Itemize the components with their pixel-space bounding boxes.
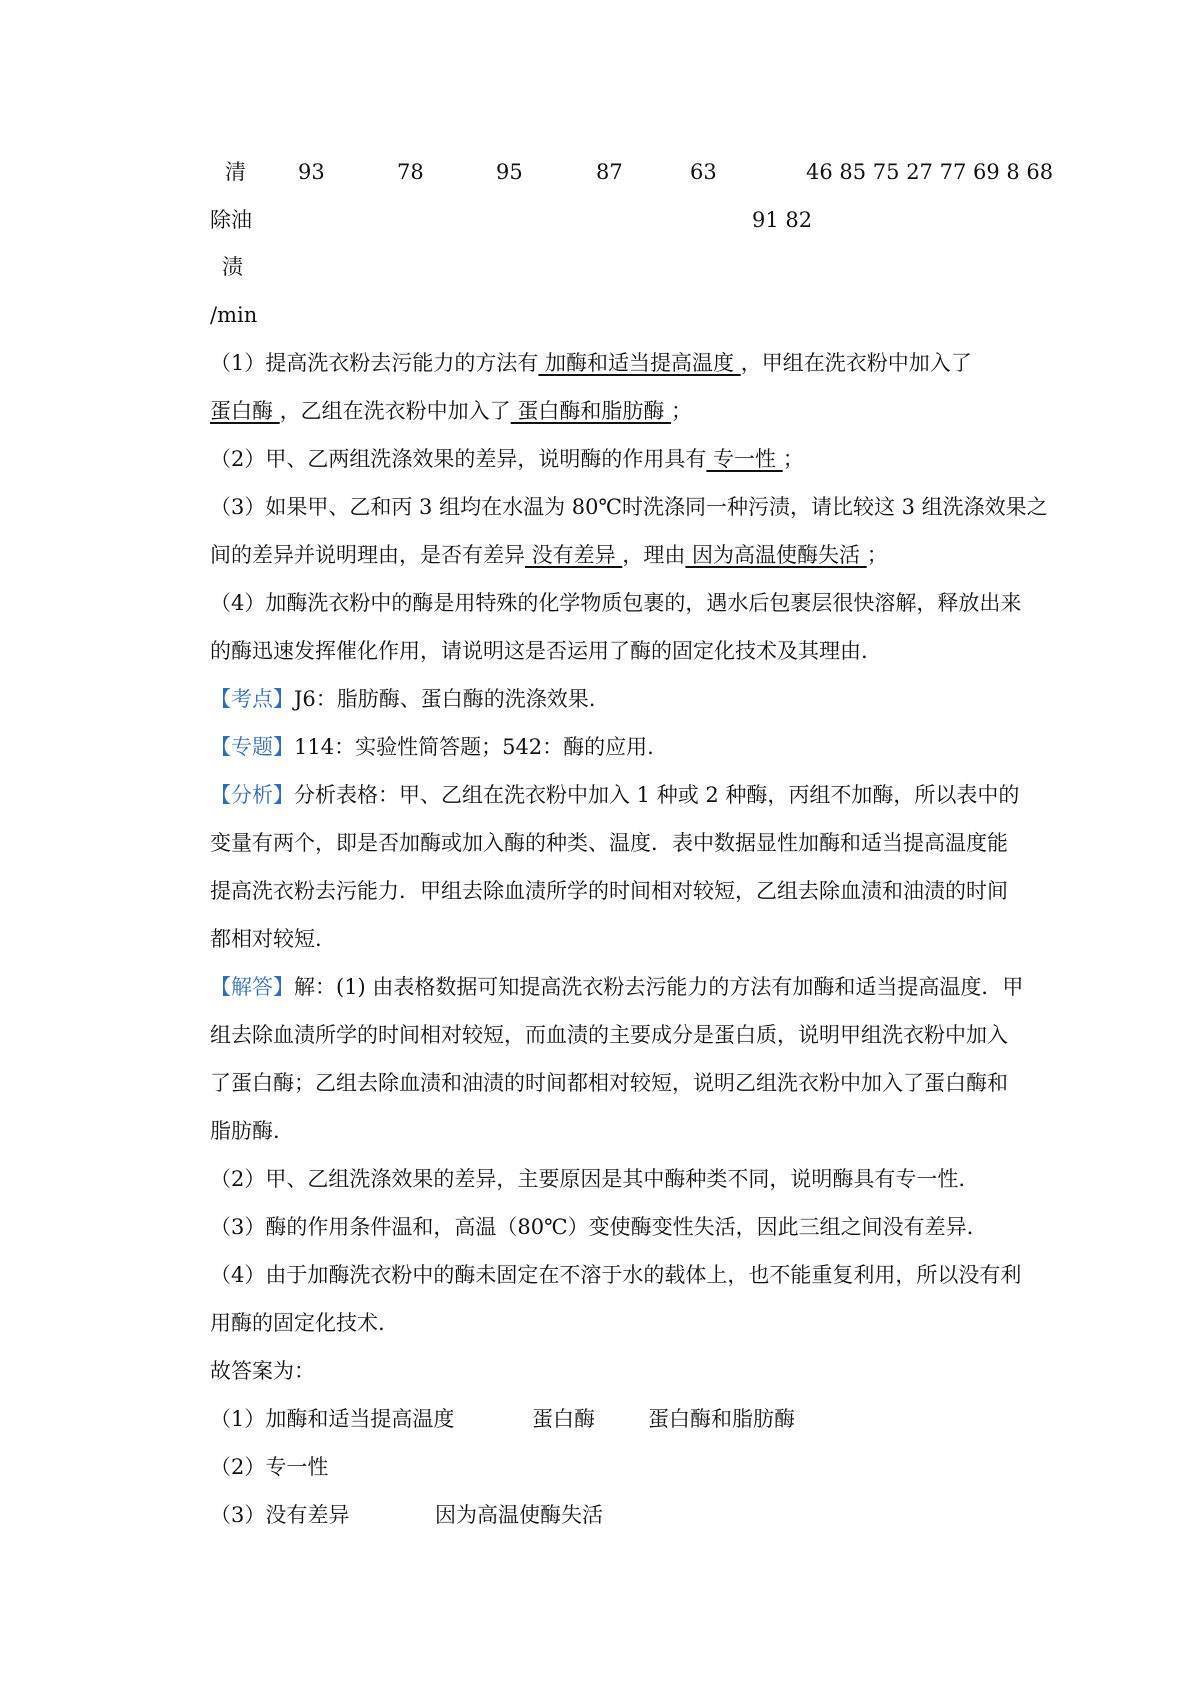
question-text: ；: [866, 543, 888, 567]
zhuanti-section: [210, 737, 654, 758]
table-cell-tail: 46 85 75 27 77 69 8 68: [806, 160, 1054, 184]
fenxi-line-4: 都相对较短.: [210, 927, 322, 951]
jieda-line-5: （2）甲、乙组洗涤效果的差异，主要原因是其中酶种类不同，说明酶具有专一性.: [210, 1167, 966, 1191]
fenxi-line-2: 变量有两个，即是否加酶或加入酶的种类、温度．表中数据显性加酶和适当提高温度能: [210, 831, 1008, 855]
table-unit-label: /min: [210, 303, 258, 327]
fenxi-line-1: [210, 785, 1019, 806]
kaodian-text: J6：脂肪酶、蛋白酶的洗涤效果.: [294, 687, 596, 711]
answer-blank: 没有差异: [525, 543, 623, 567]
answer-1: [210, 1409, 454, 1430]
fenxi-tag: 【分析】: [210, 783, 294, 807]
question-4-line-2: 的酶迅速发挥催化作用，请说明这是否运用了酶的固定化技术及其理由.: [210, 639, 868, 663]
question-text: （2）甲、乙两组洗涤效果的差异，说明酶的作用具有: [210, 447, 707, 471]
jieda-line-2: 组去除血渍所学的时间相对较短，而血渍的主要成分是蛋白质，说明甲组洗衣粉中加入: [210, 1023, 1008, 1047]
question-text: ，乙组在洗衣粉中加入了: [279, 399, 511, 423]
table-row-label: 除油: [210, 208, 252, 232]
answer-1-b: 蛋白酶: [532, 1407, 595, 1431]
question-3-line-1: （3）如果甲、乙和丙 3 组均在水温为 80℃时洗涤同一种污渍，请比较这 3 组洗涤效果之: [210, 495, 1048, 519]
jieda-line-4: 脂肪酶.: [210, 1119, 280, 1143]
question-text: ；: [671, 399, 693, 423]
answer-1-c: 蛋白酶和脂肪酶: [648, 1407, 795, 1431]
table-row-label: 清: [225, 160, 246, 184]
question-text: ；: [782, 447, 804, 471]
fenxi-line-3: 提高洗衣粉去污能力．甲组去除血渍所学的时间相对较短，乙组去除血渍和油渍的时间: [210, 879, 1008, 903]
kaodian-section: [210, 689, 595, 710]
question-text: ，理由: [622, 543, 686, 567]
question-text: （1）提高洗衣粉去污能力的方法有: [210, 351, 539, 375]
answer-2: （2）专一性: [210, 1455, 329, 1479]
jieda-line-1: [210, 977, 1023, 998]
jieda-line-3: 了蛋白酶；乙组去除血渍和油渍的时间都相对较短，说明乙组洗衣粉中加入了蛋白酶和: [210, 1071, 1008, 1095]
question-2: [210, 449, 804, 470]
jieda-line-7: （4）由于加酶洗衣粉中的酶未固定在不溶于水的载体上，也不能重复利用，所以没有利: [210, 1263, 1022, 1287]
jieda-tag: 【解答】: [210, 975, 294, 999]
table-cell: 78: [397, 160, 424, 184]
table-cell-tail: 91 82: [752, 208, 813, 232]
question-1-line-2: [210, 401, 692, 422]
question-4-line-1: （4）加酶洗衣粉中的酶是用特殊的化学物质包裹的，遇水后包裹层很快溶解，释放出来: [210, 591, 1022, 615]
jieda-text: 解：(1) 由表格数据可知提高洗衣粉去污能力的方法有加酶和适当提高温度．甲: [294, 975, 1024, 999]
answer-blank: 蛋白酶和脂肪酶: [510, 399, 672, 423]
answer-blank: 蛋白酶: [210, 399, 280, 423]
question-1-line-1: [210, 353, 972, 374]
table-cell: 95: [496, 160, 523, 184]
answer-3: [210, 1505, 349, 1526]
answer-blank: 加酶和适当提高温度: [538, 351, 741, 375]
answer-blank: 因为高温使酶失活: [685, 543, 867, 567]
jieda-line-8: 用酶的固定化技术.: [210, 1311, 385, 1335]
kaodian-tag: 【考点】: [210, 687, 294, 711]
zhuanti-text: 114：实验性简答题；542：酶的应用.: [294, 735, 654, 759]
jieda-line-6: （3）酶的作用条件温和，高温（80℃）变使酶变性失活，因此三组之间没有差异.: [210, 1215, 974, 1239]
table-cell: 63: [690, 160, 717, 184]
answer-3-a: （3）没有差异: [210, 1503, 350, 1527]
question-3-line-2: [210, 545, 888, 566]
answer-heading: 故答案为：: [210, 1359, 315, 1383]
zhuanti-tag: 【专题】: [210, 735, 294, 759]
table-cell: 93: [298, 160, 325, 184]
question-text: ，甲组在洗衣粉中加入了: [740, 351, 972, 375]
fenxi-text: 分析表格：甲、乙组在洗衣粉中加入 1 种或 2 种酶，丙组不加酶，所以表中的: [294, 783, 1020, 807]
table-row-label: 渍: [222, 255, 243, 279]
question-text: 间的差异并说明理由，是否有差异: [210, 543, 525, 567]
answer-blank: 专一性: [706, 447, 783, 471]
answer-1-a: （1）加酶和适当提高温度: [210, 1407, 455, 1431]
answer-3-b: 因为高温使酶失活: [435, 1503, 603, 1527]
table-cell: 87: [596, 160, 623, 184]
